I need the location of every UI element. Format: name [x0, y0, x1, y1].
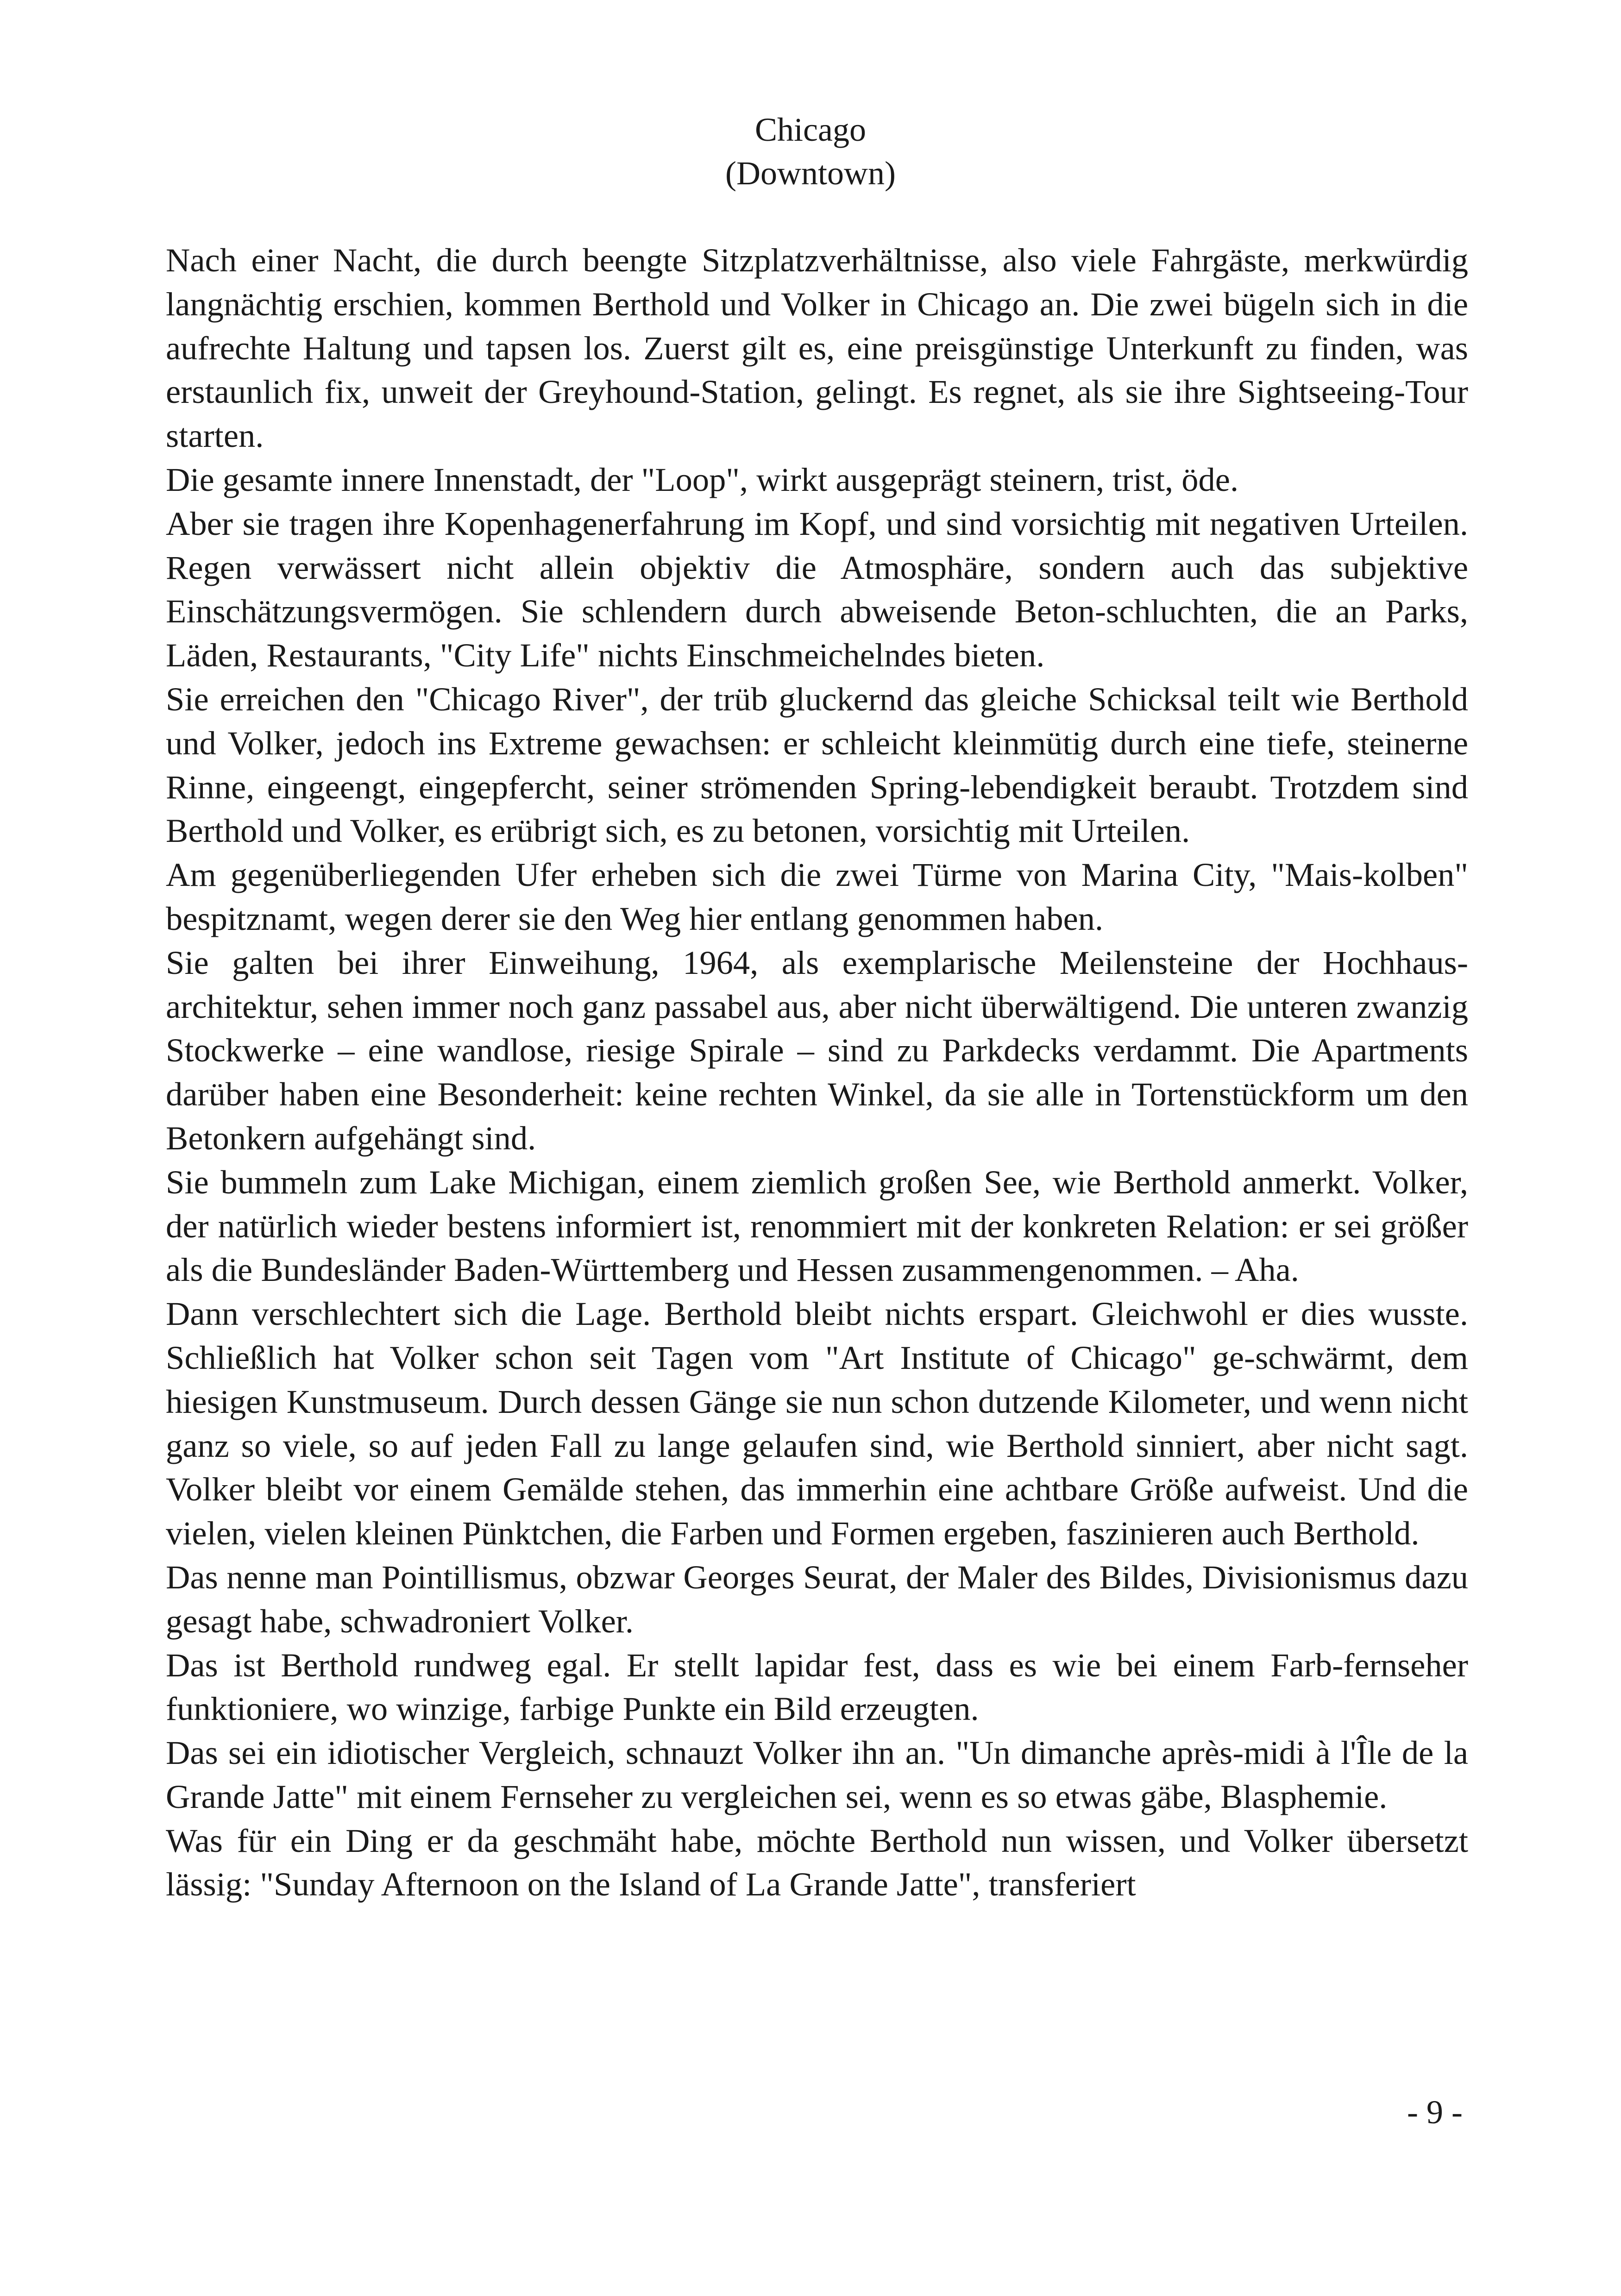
- paragraph-12: Was für ein Ding er da geschmäht habe, möchte Berthold nun wissen, und Volker übersetzt lässig: "Sunday Afternoon on the Island of La Grande Jatte", transferiert: [166, 1821, 1468, 1903]
- paragraph-6: Sie galten bei ihrer Einweihung, 1964, als exemplarische Meilensteine der Hochhaus-architektur, sehen immer noch ganz passabel aus, aber nicht überwältigend. Die unteren zwanzig Stockwerke – eine wandlose, riesige Spirale – sind zu Parkdecks verdammt. Die Apartments darüber haben eine Besonderheit: keine rechten Winkel, da sie alle in Tortenstückform um den Betonkern aufgehängt sind.: [166, 943, 1468, 1157]
- paragraph-11: Das sei ein idiotischer Vergleich, schnauzt Volker ihn an. "Un dimanche après-midi à l'Île de la Grande Jatte" mit einem Fernseher zu vergleichen sei, wenn es so etwas gäbe, Blasphemie.: [166, 1734, 1468, 1815]
- page-title: Chicago: [755, 111, 866, 148]
- paragraph-2: Die gesamte innere Innenstadt, der "Loop", wirkt ausgeprägt steinern, trist, öde.: [166, 460, 1239, 498]
- paragraph-3: Aber sie tragen ihre Kopenhagenerfahrung im Kopf, und sind vorsichtig mit negativen Urteilen. Regen verwässert nicht allein objektiv die Atmosphäre, sondern auch das subjektive Einschätzungsvermögen. Sie schlendern durch abweisende Beton-schluchten, die an Parks, Läden, Restaurants, "City Life" nichts Einschmeichelndes bieten.: [166, 504, 1468, 674]
- paragraph-9: Das nenne man Pointillismus, obzwar Georges Seurat, der Maler des Bildes, Divisionismus dazu gesagt habe, schwadroniert Volker.: [166, 1558, 1468, 1640]
- paragraph-1: Nach einer Nacht, die durch beengte Sitzplatzverhältnisse, also viele Fahrgäste, merkwürdig langnächtig erschien, kommen Berthold und Volker in Chicago an. Die zwei bügeln sich in die aufrechte Haltung und tapsen los. Zuerst gilt es, eine preisgünstige Unterkunft zu finden, was erstaunlich fix, unweit der Greyhound-Station, gelingt. Es regnet, als sie ihre Sightseeing-Tour starten.: [166, 241, 1468, 455]
- page-subtitle: (Downtown): [725, 155, 896, 192]
- paragraph-7: Sie bummeln zum Lake Michigan, einem ziemlich großen See, wie Berthold anmerkt. Volker, der natürlich wieder bestens informiert ist, renommiert mit der konkreten Relation: er sei größer als die Bundesländer Baden-Württemberg und Hessen zusammengenommen. – Aha.: [166, 1163, 1468, 1289]
- body-text: [166, 238, 1468, 1907]
- paragraph-5: Am gegenüberliegenden Ufer erheben sich die zwei Türme von Marina City, "Mais-kolben" bespitznamt, wegen derer sie den Weg hier entlang genommen haben.: [166, 856, 1468, 937]
- paragraph-10: Das ist Berthold rundweg egal. Er stellt lapidar fest, dass es wie bei einem Farb-fernseher funktioniere, wo winzige, farbige Punkte ein Bild erzeugten.: [166, 1646, 1468, 1728]
- paragraph-8: Dann verschlechtert sich die Lage. Berthold bleibt nichts erspart. Gleichwohl er dies wusste. Schließlich hat Volker schon seit Tagen vom "Art Institute of Chicago" ge-schwärmt, dem hiesigen Kunstmuseum. Durch dessen Gänge sie nun schon dutzende Kilometer, und wenn nicht ganz so viele, so auf jeden Fall zu lange gelaufen sind, wie Berthold sinniert, aber nicht sagt. Volker bleibt vor einem Gemälde stehen, das immerhin eine achtbare Größe aufweist. Und die vielen, vielen kleinen Pünktchen, die Farben und Formen ergeben, faszinieren auch Berthold.: [166, 1295, 1468, 1552]
- page-number: - 9 -: [1407, 2094, 1463, 2131]
- paragraph-4: Sie erreichen den "Chicago River", der trüb gluckernd das gleiche Schicksal teilt wie Berthold und Volker, jedoch ins Extreme gewachsen: er schleicht kleinmütig durch eine tiefe, steinerne Rinne, eingeengt, eingepfercht, seiner strömenden Spring-lebendigkeit beraubt. Trotzdem sind Berthold und Volker, es erübrigt sich, es zu betonen, vorsichtig mit Urteilen.: [166, 680, 1468, 850]
